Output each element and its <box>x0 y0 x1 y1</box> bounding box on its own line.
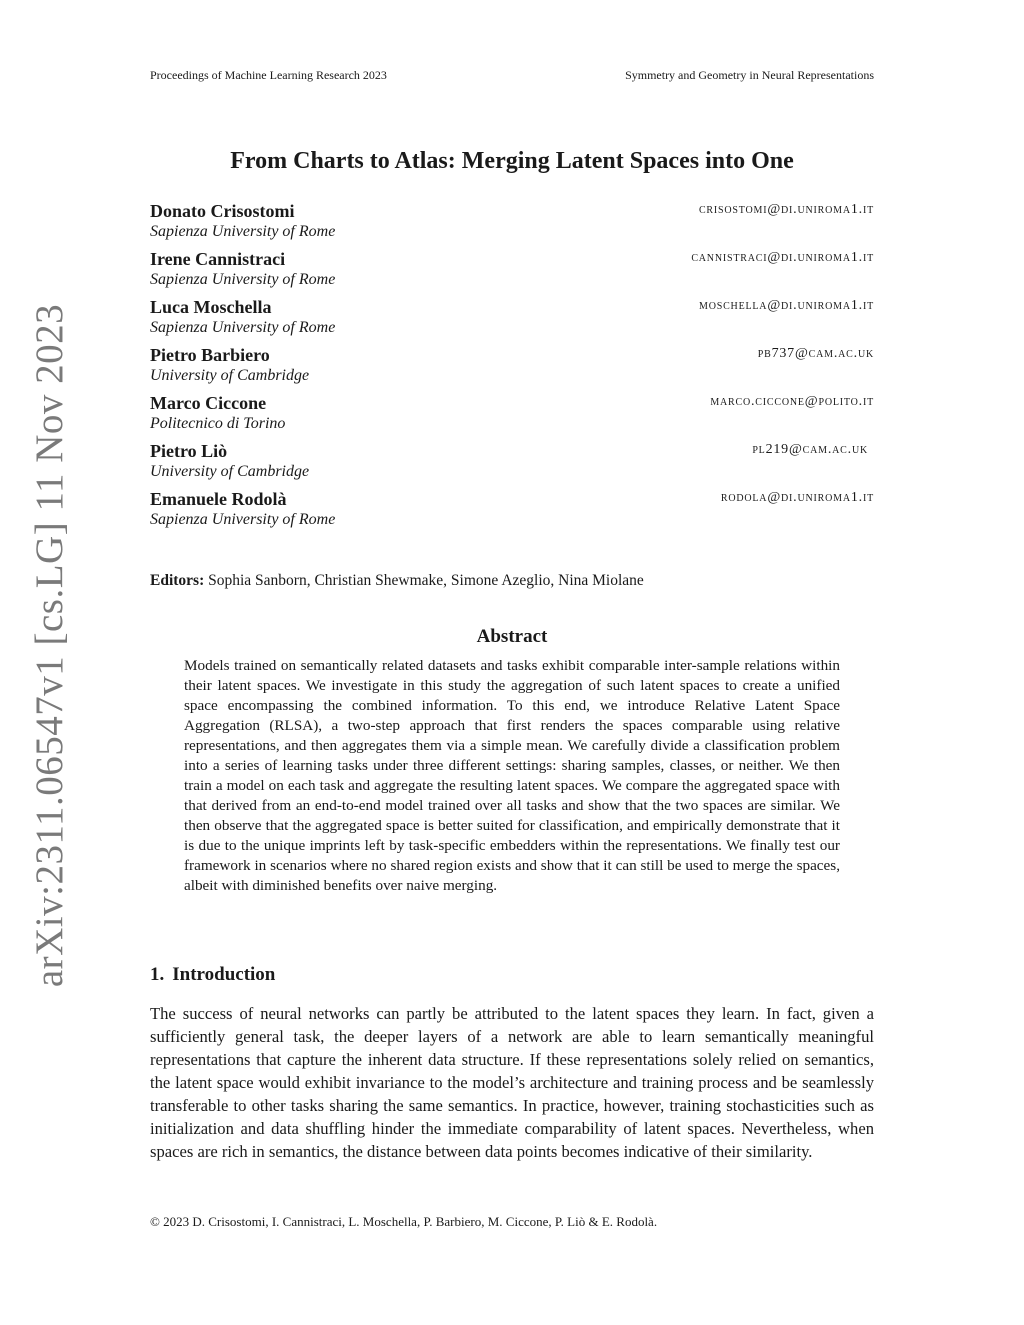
author-affiliation: Politecnico di Torino <box>150 415 286 432</box>
abstract-text: Models trained on semantically related datasets and tasks exhibit comparable inter-sample relations within their latent spaces. We investigate in this study the aggregation of such latent spaces to create a unified space encompassing the combined information. To this end, we introduce Relative Latent Space Aggregation (RLSA), a two-step approach that first renders the spaces comparable using relative representations, and then aggregates them via a simple mean. We carefully divide a classification problem into a series of learning tasks under three different settings: sharing samples, classes, or neither. We then train a model on each task and aggregate the resulting latent spaces. We compare the aggregated space with that derived from an end-to-end model trained over all tasks and show that the two spaces are similar. We then observe that the aggregated space is better suited for classification, and empirically demonstrate that it is due to the unique imprints left by task-specific embedders within the representations. We finally test our framework in scenarios where no shared region exists and show that it can still be used to merge the spaces, albeit with diminished benefits over naive merging. <box>184 657 840 894</box>
introduction-paragraph: The success of neural networks can partly be attributed to the latent spaces they learn. In fact, given a sufficiently general task, the deeper layers of a network are able to learn semantically meaningful representations that capture the inherent data structure. If these representations solely relied on semantics, the latent space would exhibit invariance to the model’s architecture and training process and be seamlessly transferable to other tasks sharing the same semantics. In practice, however, training stochasticities such as initialization and data shuffling hinder the immediate comparability of latent spaces. Nevertheless, when spaces are rich in semantics, the distance between data points becomes indicative of their similarity. <box>150 1004 874 1161</box>
author-entry <box>150 440 874 488</box>
author-email[interactable]: pb737@cam.ac.uk <box>757 346 874 361</box>
abstract-heading: Abstract <box>476 626 548 647</box>
paper-title: From Charts to Atlas: Merging Latent Spaces into One <box>230 148 794 174</box>
author-entry <box>150 344 874 392</box>
author-email[interactable]: pl219@cam.ac.uk <box>752 442 868 457</box>
author-name: Donato Crisostomi <box>150 201 295 221</box>
author-name: Pietro Liò <box>150 441 228 461</box>
header-workshop: Symmetry and Geometry in Neural Representations <box>625 68 874 82</box>
section-number: 1. <box>150 964 165 985</box>
author-entry <box>150 296 874 344</box>
author-affiliation: Sapienza University of Rome <box>150 271 336 288</box>
author-name: Irene Cannistraci <box>150 249 286 269</box>
author-entry <box>150 200 874 248</box>
author-email[interactable]: moschella@di.uniroma1.it <box>699 298 874 313</box>
author-email[interactable]: cannistraci@di.uniroma1.it <box>691 250 874 265</box>
author-entry <box>150 248 874 296</box>
section-title: Introduction <box>172 964 276 985</box>
copyright-notice: © 2023 D. Crisostomi, I. Cannistraci, L. Moschella, P. Barbiero, M. Ciccone, P. Liò & E. Rodolà. <box>150 1214 658 1229</box>
author-affiliation: University of Cambridge <box>150 367 310 384</box>
editors-label: Editors: <box>150 572 205 589</box>
author-affiliation: Sapienza University of Rome <box>150 319 336 336</box>
author-entry <box>150 392 874 440</box>
author-name: Marco Ciccone <box>150 393 267 413</box>
author-affiliation: University of Cambridge <box>150 463 310 480</box>
author-affiliation: Sapienza University of Rome <box>150 511 336 528</box>
author-email[interactable]: crisostomi@di.uniroma1.it <box>698 202 874 217</box>
author-email[interactable]: rodola@di.uniroma1.it <box>720 490 874 505</box>
arxiv-identifier-text: arXiv:2311.06547v1 [cs.LG] 11 Nov 2023 <box>28 303 72 987</box>
header-venue: Proceedings of Machine Learning Research 2023 <box>150 68 387 82</box>
author-name: Emanuele Rodolà <box>150 489 287 509</box>
author-affiliation: Sapienza University of Rome <box>150 223 336 240</box>
section-heading-introduction <box>150 964 275 986</box>
author-entry <box>150 488 874 536</box>
author-name: Luca Moschella <box>150 297 272 317</box>
editors-names: Sophia Sanborn, Christian Shewmake, Simone Azeglio, Nina Miolane <box>208 572 644 589</box>
author-list <box>150 200 874 536</box>
editors-line <box>150 572 644 590</box>
author-email[interactable]: marco.ciccone@polito.it <box>710 394 874 409</box>
author-name: Pietro Barbiero <box>150 345 270 365</box>
